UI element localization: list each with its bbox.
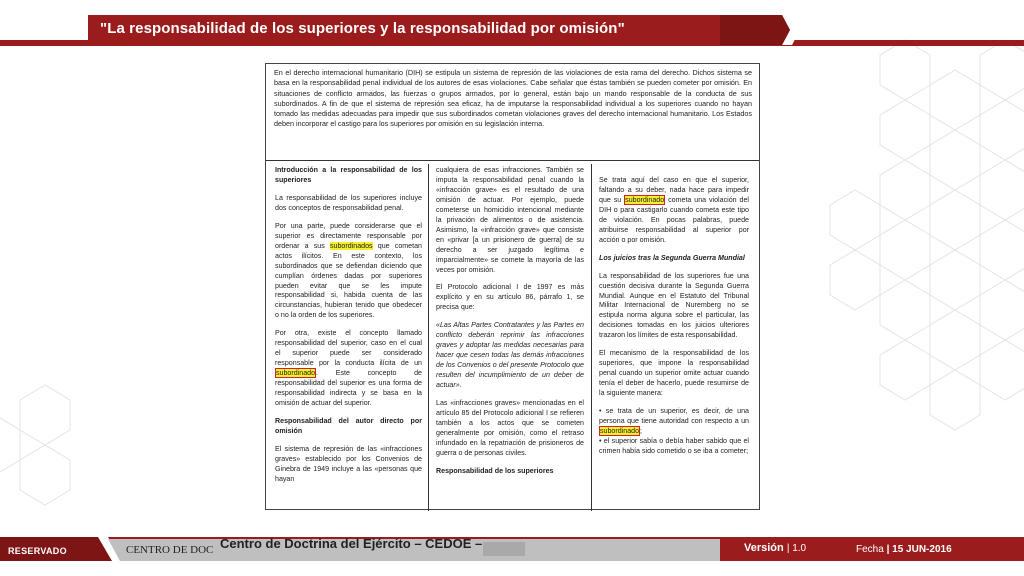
section-heading: Responsabilidad del autor directo por omisión: [275, 416, 422, 435]
version-info: [744, 542, 806, 554]
paragraph: Las «infracciones graves» mencionadas en el artículo 85 del Protocolo adicional I se refieren también a los actos que se cometen generalmente por omisión, como el retraso infundado en la repatriación de prisioneros de guerra o de personas civiles.: [436, 399, 584, 457]
bullet-item: • se trata de un superior, es decir, de una persona que tiene autoridad con respecto a un subordinado;: [599, 407, 749, 435]
version-label: Versión: [744, 542, 784, 554]
section-heading: Los juicios tras la Segunda Guerra Mundial: [599, 253, 745, 262]
document-column-3: [599, 176, 749, 457]
date-value: | 15 JUN-2016: [886, 544, 952, 555]
organization-label: [220, 537, 500, 550]
section-heading: Introducción a la responsabilidad de los superiores: [275, 166, 422, 184]
paragraph: Se trata aquí del caso en que el superior, faltando a su deber, nada hace para impedir que su subordinado cometa una violación del DIH o para castigarlo cuando cometa este tipo de violación. En pocas palabras, puede atribuirse responsabilidad al superior por acción o por omisión.: [599, 176, 749, 244]
paragraph: La responsabilidad de los superiores incluye dos conceptos de responsabilidad penal.: [275, 193, 422, 212]
organization-name: Centro de Doctrina del Ejército – CEDOE –: [220, 536, 483, 551]
highlighted-term: subordinado: [625, 195, 665, 204]
paragraph: Por otra, existe el concepto llamado responsabilidad del superior, caso en el cual el superior puede ser considerado responsable por la conducta ilícita de un subordinado. Este concepto de responsabilidad del superior es una forma de responsabilidad indirecta y se basa en la omisión de actuar del superior.: [275, 329, 422, 408]
column-separator: [428, 164, 429, 511]
slide-title: "La responsabilidad de los superiores y la responsabilidad por omisión": [100, 20, 625, 37]
document-image: [265, 63, 760, 510]
version-value: | 1.0: [786, 543, 807, 554]
bullet-item: • el superior sabía o debía haber sabido que el crimen había sido cometido o se iba a cometer;: [599, 436, 749, 455]
date-label: Fecha: [856, 544, 884, 555]
paragraph: El Protocolo adicional I de 1997 es más explícito y en su artículo 86, párrafo 1, se precisa que:: [436, 283, 584, 312]
highlighted-term: subordinado: [276, 369, 316, 378]
highlighted-term: subordinados: [329, 241, 373, 250]
column-separator: [591, 164, 592, 511]
organization-label-small: CENTRO DE DOC: [126, 544, 214, 556]
paragraph: Por una parte, puede considerarse que el superior es directamente responsable por ordenar a sus subordinados que cometan actos ilícitos. En este contexto, los subordinados que se defiendan diciendo que cumplían órdenes dadas por superiores pueden evitar que se les impute responsabilidad si, habida cuenta de las circunstancias, hubieran tenido que obedecer o no la orden de los superiores.: [275, 221, 422, 320]
paragraph: El mecanismo de la responsabilidad de los superiores, que impone la responsabilidad penal cuando un superior omite actuar cuando tenía el deber de hacerlo, puede resumirse de la siguiente manera:: [599, 349, 749, 398]
quote: «Las Altas Partes Contratantes y las Partes en conflicto deberán reprimir las infracciones graves y adoptar las medidas necesarias para hacer que cesen todas las demás infracciones de los Convenios o del presente Protocolo que resulten del incumplimiento de un deber de actuar».: [436, 321, 584, 390]
section-heading: Responsabilidad de los superiores: [436, 466, 554, 475]
paragraph: El sistema de represión de las «infracciones graves» establecido por los Convenios de Ginebra de 1949 incluye a las «personas que hayan: [275, 444, 422, 483]
document-column-1: [275, 166, 422, 493]
document-column-2: [436, 166, 584, 485]
highlighted-term: subordinado: [600, 426, 640, 435]
document-intro: En el derecho internacional humanitario (DIH) se estipula un sistema de represión de las violaciones de esta rama del derecho. Dichos sistema se basa en la responsabilidad penal individual de los autores de esas violaciones. Cabe señalar que éstas también se pueden cometer por omisión. En situaciones de conflicto armados, las fuerzas o grupos armados, por lo general, están bajo un mando responsable de la conducta de sus subordinados. A fin de que el sistema de represión sea eficaz, ha de imputarse la responsabilidad individual a los superiores cuando no hayan tomado las medidas adecuadas para impedir que sus subordinados cometan violaciones graves del derecho internacional humanitario. Los Estados deben incorporar el castigo para los superiores por omisión en su legislación interna.: [274, 68, 752, 129]
paragraph: La responsabilidad de los superiores fue una cuestión decisiva durante la Segunda Guerra Mundial. Aunque en el Estatuto del Tribunal Militar Internacional de Nuremberg no se estipula norma alguna sobre el particular, las decisiones tomadas en los juicios ulteriores trazaron los límites de esta responsabilidad.: [599, 271, 749, 340]
document-divider: [266, 160, 759, 161]
classification-label: RESERVADO: [8, 546, 67, 556]
paragraph: cualquiera de esas infracciones. También se imputa la responsabilidad penal cuando la «infracción grave» es el resultado de una omisión de actuar. Por ejemplo, puede cometerse un homicidio intencional mediante la privación de alimentos o de asistencia. Asimismo, la «infracción grave» que consiste en «privar [a un prisionero de guerra] de su derecho a ser juzgado legítima e imparcialmente» se comete la mayoría de las veces por omisión.: [436, 166, 584, 274]
date-info: [856, 544, 952, 555]
